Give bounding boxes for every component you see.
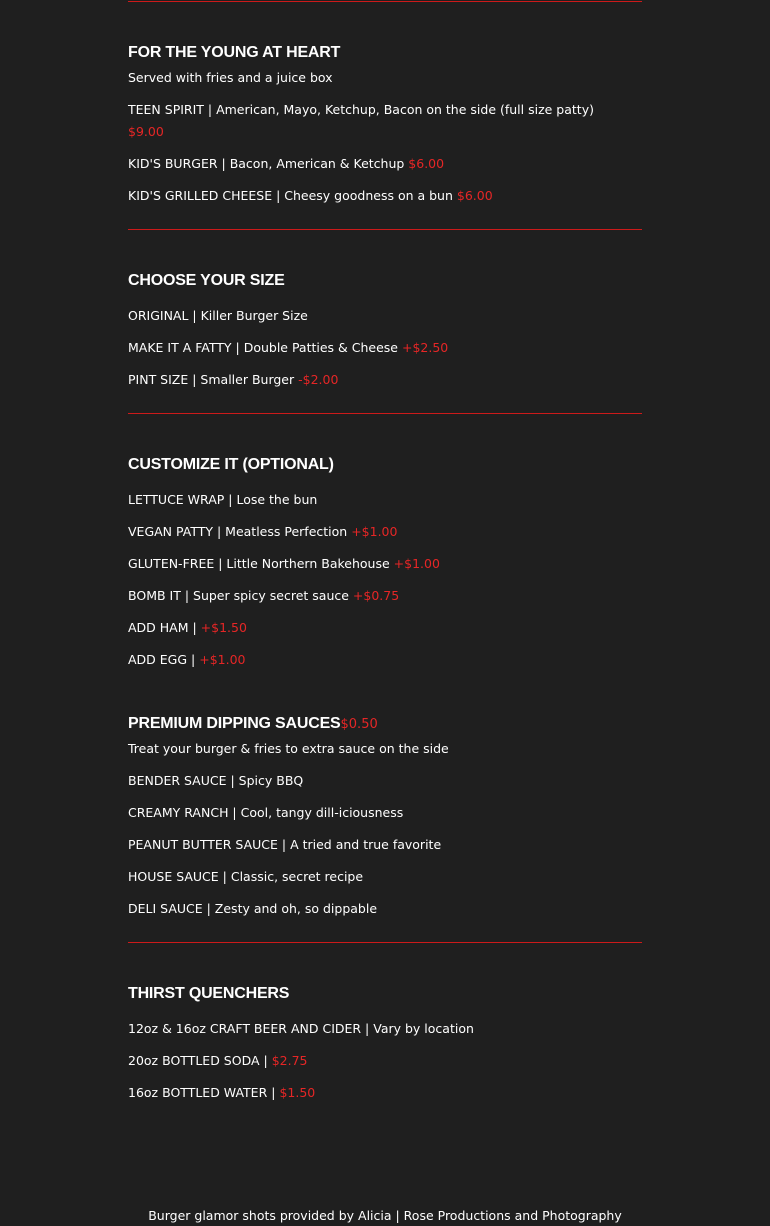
menu-item-bottled-water	[128, 1082, 315, 1104]
menu-item-price: +$0.75	[352, 588, 400, 603]
menu-item-price: +$2.50	[401, 340, 449, 355]
menu-item-price: +$1.00	[199, 652, 246, 667]
menu-item-pint-size	[128, 369, 338, 391]
menu-item-price: $2.75	[271, 1053, 308, 1068]
menu-item-price: -$2.00	[298, 372, 339, 387]
menu-item-gluten-free	[128, 553, 440, 575]
menu-item-price: +$1.50	[200, 620, 247, 635]
section-subtitle-young: Served with fries and a juice box	[128, 70, 333, 85]
menu-item-text: KID'S BURGER | Bacon, American & Ketchup	[128, 156, 409, 171]
section-divider	[128, 229, 642, 230]
section-title-customize: CUSTOMIZE IT (OPTIONAL)	[128, 456, 334, 473]
menu-item-deli-sauce: DELI SAUCE | Zesty and oh, so dippable	[128, 901, 378, 916]
menu-item-kids-burger	[128, 153, 444, 175]
section-title-young: FOR THE YOUNG AT HEART	[128, 44, 341, 61]
menu-item-teen-spirit	[128, 99, 642, 143]
menu-item-text: ADD HAM |	[128, 620, 201, 635]
menu-item-original	[128, 305, 308, 327]
section-title-drinks: THIRST QUENCHERS	[128, 985, 290, 1002]
menu-item-kids-grilled-cheese	[128, 185, 493, 207]
menu-item-text: VEGAN PATTY | Meatless Perfection	[128, 524, 352, 539]
menu-item-house-sauce: HOUSE SAUCE | Classic, secret recipe	[128, 869, 364, 884]
section-divider	[128, 1, 642, 2]
menu-item-text: ADD EGG |	[128, 652, 200, 667]
section-title-price: $0.50	[340, 717, 378, 732]
menu-item-text: GLUTEN-FREE | Little Northern Bakehouse	[128, 556, 394, 571]
menu-item-bomb-it	[128, 585, 399, 607]
menu-item-text: ORIGINAL | Killer Burger Size	[128, 308, 308, 323]
menu-item-price: $1.50	[279, 1085, 316, 1100]
menu-item-fatty	[128, 337, 448, 359]
menu-item-text: BOMB IT | Super spicy secret sauce	[128, 588, 353, 603]
menu-item-text: TEEN SPIRIT | American, Mayo, Ketchup, Bacon on the side (full size patty)	[128, 102, 594, 117]
menu-item-price: +$1.00	[351, 524, 398, 539]
section-divider	[128, 413, 642, 414]
menu-item-text: 12oz & 16oz CRAFT BEER AND CIDER | Vary by location	[128, 1021, 474, 1036]
section-title-text: PREMIUM DIPPING SAUCES	[128, 715, 341, 732]
menu-item-lettuce-wrap	[128, 489, 317, 511]
menu-item-text: 16oz BOTTLED WATER |	[128, 1085, 280, 1100]
menu-item-price: $9.00	[128, 124, 164, 139]
menu-item-creamy-ranch: CREAMY RANCH | Cool, tangy dill-iciousness	[128, 805, 404, 820]
menu-item-text: 20oz BOTTLED SODA |	[128, 1053, 272, 1068]
menu-item-peanut-butter-sauce: PEANUT BUTTER SAUCE | A tried and true favorite	[128, 837, 442, 852]
menu-item-craft-beer	[128, 1018, 474, 1040]
menu-item-price: +$1.00	[393, 556, 440, 571]
menu-item-add-ham	[128, 617, 247, 639]
section-divider	[128, 942, 642, 943]
menu-item-bottled-soda	[128, 1050, 307, 1072]
menu-item-price: $6.00	[408, 156, 445, 171]
photo-credit: Burger glamor shots provided by Alicia | Rose Productions and Photography	[148, 1208, 622, 1223]
menu-item-text: PINT SIZE | Smaller Burger	[128, 372, 299, 387]
section-title-size: CHOOSE YOUR SIZE	[128, 272, 285, 289]
menu-item-add-egg	[128, 649, 245, 671]
menu-item-text: LETTUCE WRAP | Lose the bun	[128, 492, 318, 507]
section-subtitle-sauces: Treat your burger & fries to extra sauce on the side	[128, 741, 449, 756]
menu-item-text: MAKE IT A FATTY | Double Patties & Cheese	[128, 340, 402, 355]
menu-item-vegan-patty	[128, 521, 397, 543]
menu-item-text: KID'S GRILLED CHEESE | Cheesy goodness on a bun	[128, 188, 457, 203]
menu-item-price: $6.00	[456, 188, 493, 203]
menu-item-bender-sauce: BENDER SAUCE | Spicy BBQ	[128, 773, 304, 788]
section-title-sauces	[128, 715, 378, 733]
